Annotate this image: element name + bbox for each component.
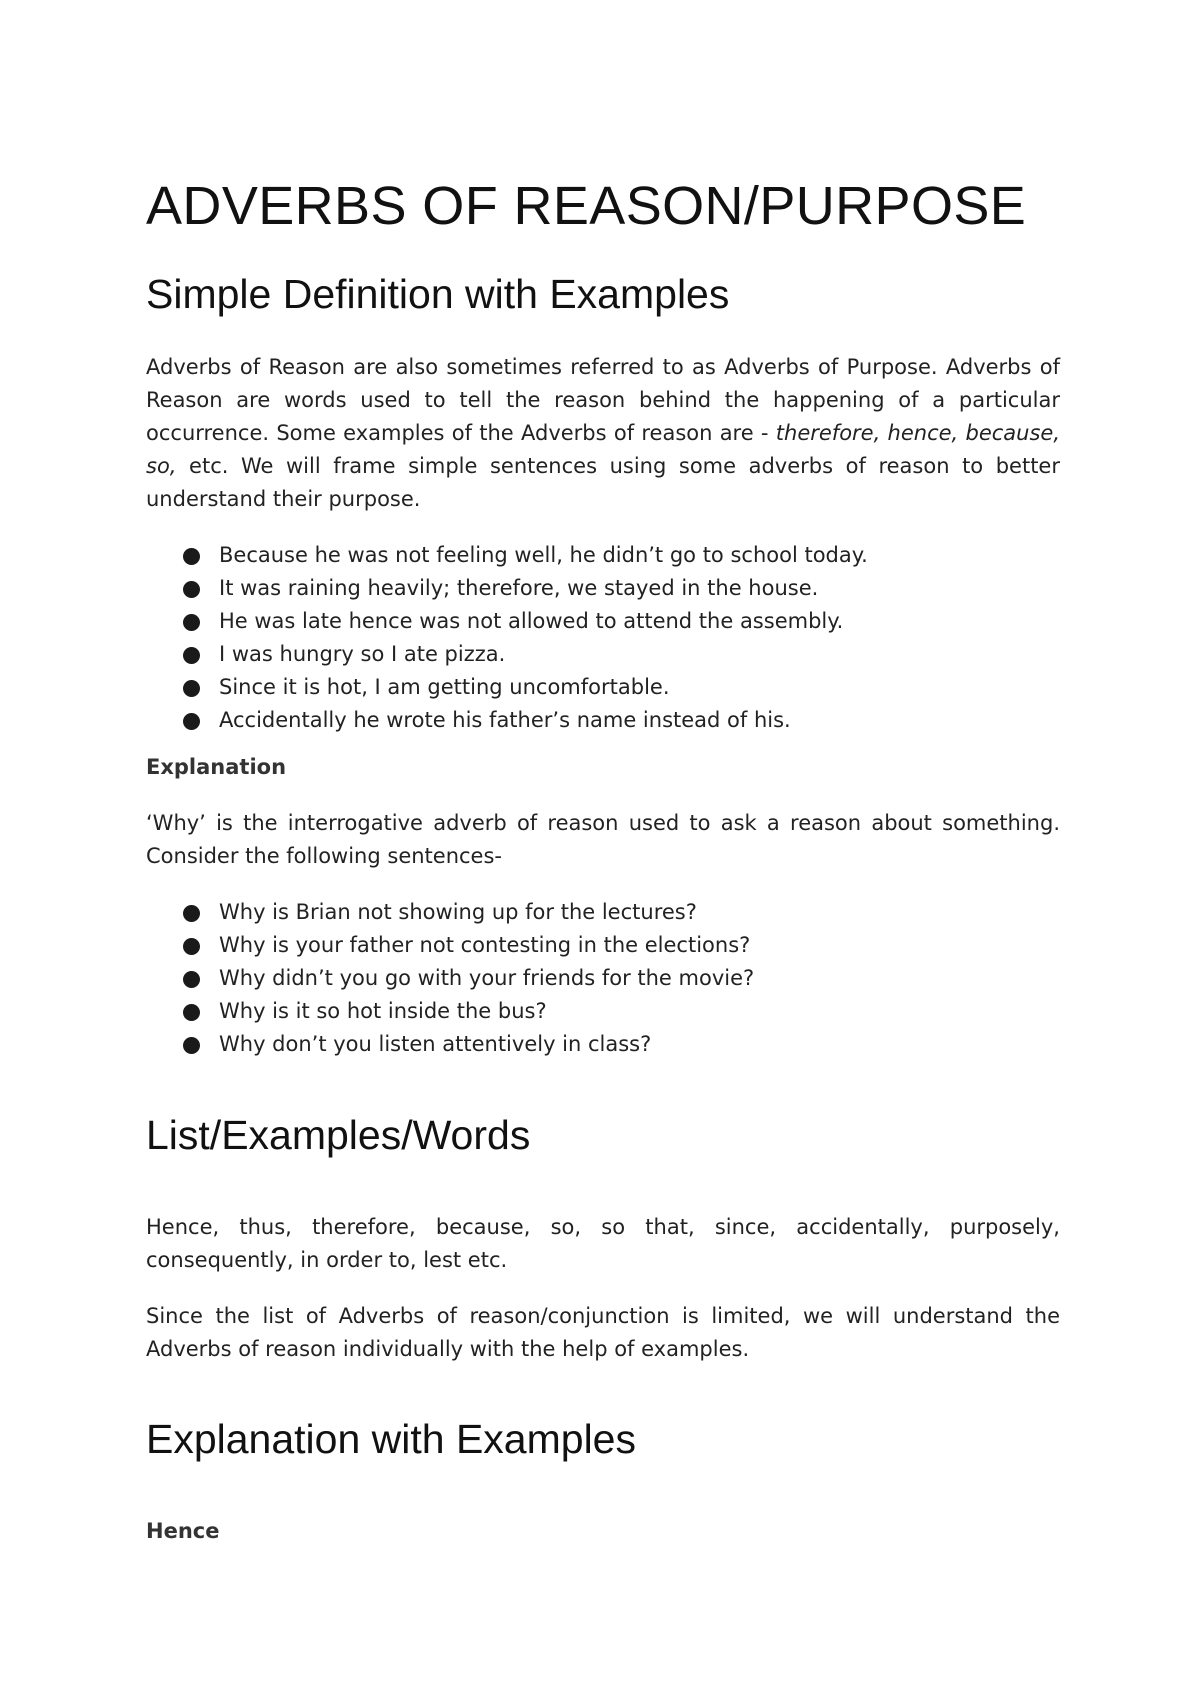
example-item-text: He was late hence was not allowed to attend the assembly. (219, 609, 844, 633)
bullet-icon (183, 1037, 200, 1054)
question-item-text: Why didn’t you go with your friends for the movie? (219, 966, 755, 990)
examples-list (146, 539, 1060, 737)
example-item-text: Accidentally he wrote his father’s name instead of his. (219, 708, 791, 732)
question-item (146, 962, 1060, 995)
question-item-text: Why is Brian not showing up for the lectures? (219, 900, 697, 924)
question-item (146, 995, 1060, 1028)
document-title: ADVERBS OF REASON/PURPOSE (146, 176, 1027, 236)
question-item-text: Why is it so hot inside the bus? (219, 999, 547, 1023)
example-item-text: Because he was not feeling well, he didn’t go to school today. (219, 543, 868, 567)
question-item-text: Why is your father not contesting in the elections? (219, 933, 751, 957)
bullet-icon (183, 713, 200, 730)
bullet-icon (183, 971, 200, 988)
bullet-icon (183, 581, 200, 598)
example-item-text: Since it is hot, I am getting uncomfortable. (219, 675, 670, 699)
document-page (146, 0, 1060, 1696)
section-heading-explanation-examples: Explanation with Examples (146, 1416, 636, 1462)
example-item (146, 605, 1060, 638)
question-item (146, 1028, 1060, 1061)
question-item (146, 896, 1060, 929)
section-heading-list: List/Examples/Words (146, 1112, 531, 1158)
section-heading-definition: Simple Definition with Examples (146, 271, 730, 317)
bullet-icon (183, 680, 200, 697)
bullet-icon (183, 938, 200, 955)
definition-paragraph (146, 351, 1060, 516)
bullet-icon (183, 647, 200, 664)
example-item (146, 671, 1060, 704)
example-item (146, 638, 1060, 671)
definition-text-part2: etc. We will frame simple sentences using some adverbs of reason to better understand their purpose. (146, 454, 1060, 511)
explanation-paragraph: ‘Why’ is the interrogative adverb of reason used to ask a reason about something. Consider the following sentences- (146, 811, 1060, 868)
definition-text-part1: Adverbs of Reason are also sometimes referred to as Adverbs of Purpose. Adverbs of Reason are words used to tell the reason behind the happening of a particular occurrence. Some examples of the Adverbs of reason are - (146, 355, 1060, 445)
bullet-icon (183, 548, 200, 565)
example-item-text: It was raining heavily; therefore, we stayed in the house. (219, 576, 819, 600)
example-item (146, 704, 1060, 737)
list-words-paragraph: Hence, thus, therefore, because, so, so that, since, accidentally, purposely, consequently, in order to, lest etc. (146, 1215, 1060, 1272)
bullet-icon (183, 905, 200, 922)
hence-label: Hence (146, 1519, 220, 1543)
explanation-label: Explanation (146, 755, 287, 779)
questions-list (146, 896, 1060, 1061)
bullet-icon (183, 1004, 200, 1021)
question-item (146, 929, 1060, 962)
example-item (146, 572, 1060, 605)
definition-italic-examples: therefore, hence, because, so, (146, 421, 1060, 478)
example-item (146, 539, 1060, 572)
question-item-text: Why don’t you listen attentively in class? (219, 1032, 652, 1056)
bullet-icon (183, 614, 200, 631)
list-note-paragraph: Since the list of Adverbs of reason/conjunction is limited, we will understand the Adverbs of reason individually with the help of examples. (146, 1304, 1060, 1361)
example-item-text: I was hungry so I ate pizza. (219, 642, 506, 666)
